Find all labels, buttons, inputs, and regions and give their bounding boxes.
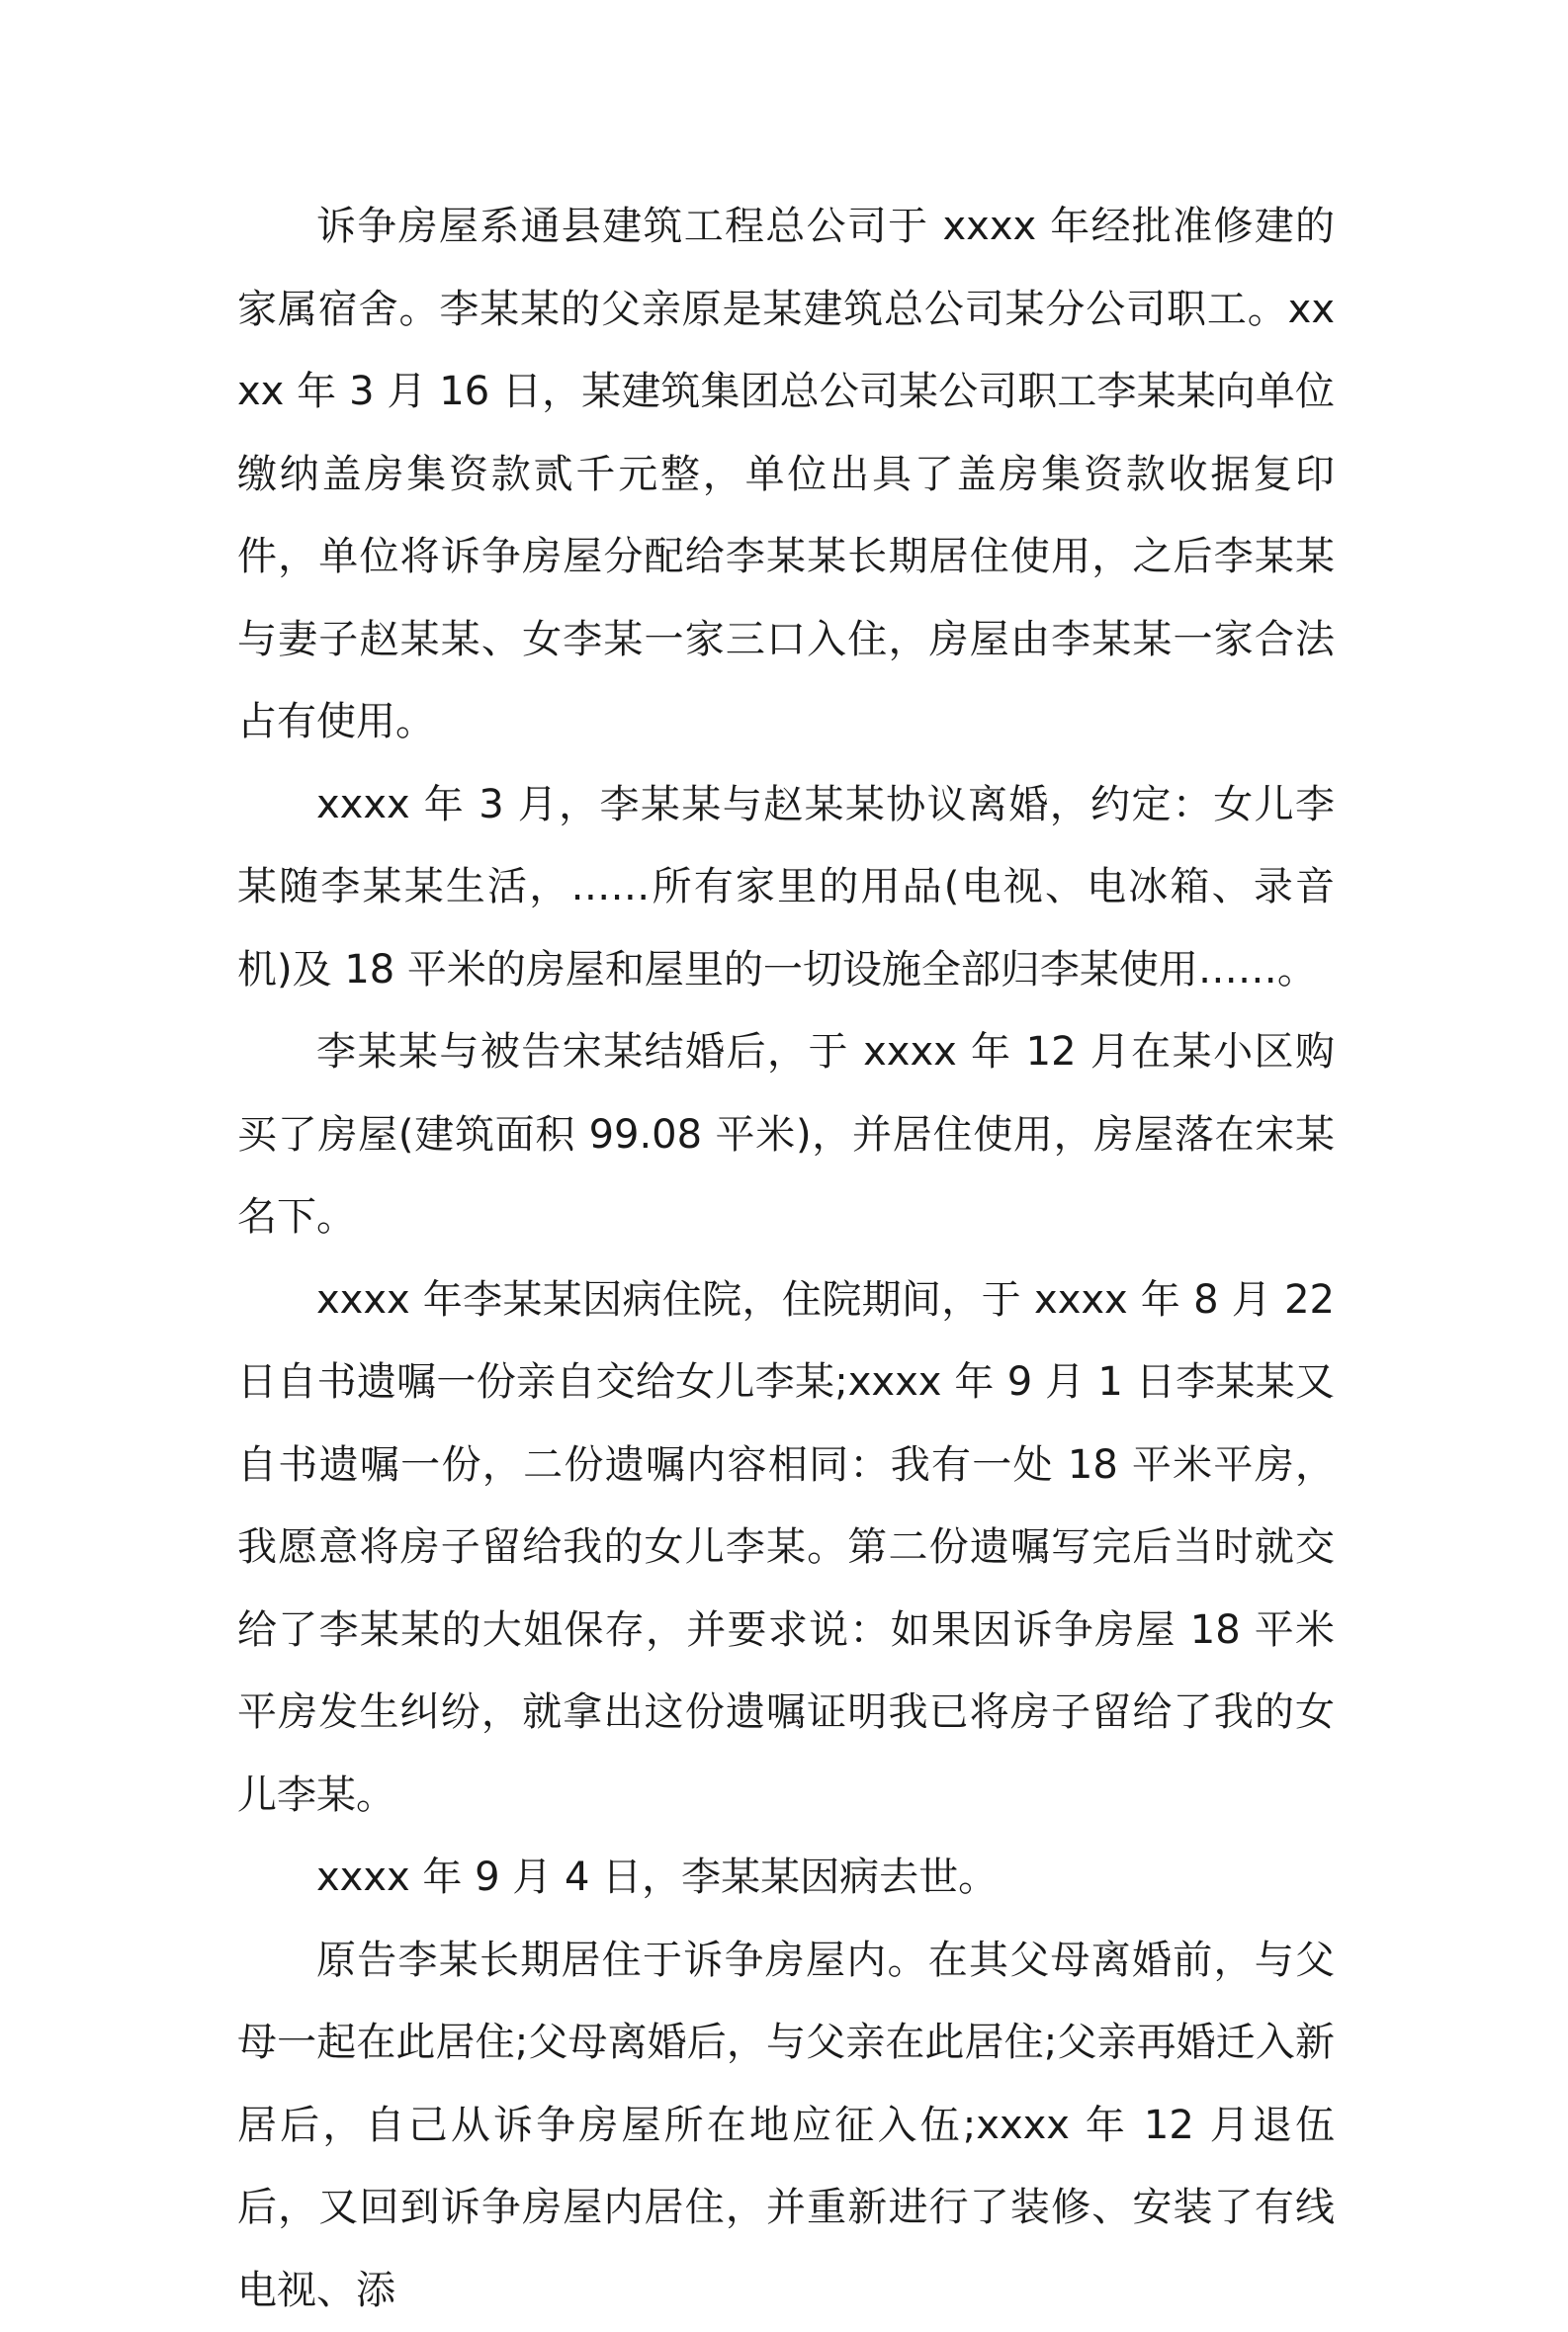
paragraph-plaintiff-residence: 原告李某长期居住于诉争房屋内。在其父母离婚前，与父母一起在此居住;父母离婚后，与父亲在此居住;父亲再婚迁入新居后，自己从诉争房屋所在地应征入伍;xxxx 年 12 月退伍后，又回到诉争房屋内居住，并重新进行了装修、安装了有线电视、添 [237,1920,1335,2332]
paragraph-wills: xxxx 年李某某因病住院，住院期间，于 xxxx 年 8 月 22 日自书遗嘱一份亲自交给女儿李某;xxxx 年 9 月 1 日李某某又自书遗嘱一份，二份遗嘱内容相同：我有一处 18 平米平房，我愿意将房子留给我的女儿李某。第二份遗嘱写完后当时就交给了李某某的大姐保存，并要求说：如果因诉争房屋 18 平米平房发生纠纷，就拿出这份遗嘱证明我已将房子留给了我的女儿李某。 [237,1259,1335,1838]
paragraph-death: xxxx 年 9 月 4 日，李某某因病去世。 [237,1837,1335,1920]
document-body [237,186,1335,2332]
paragraph-remarriage-purchase: 李某某与被告宋某结婚后，于 xxxx 年 12 月在某小区购买了房屋(建筑面积 99.08 平米)，并居住使用，房屋落在宋某名下。 [237,1011,1335,1259]
paragraph-house-allocation: 诉争房屋系通县建筑工程总公司于 xxxx 年经批准修建的家属宿舍。李某某的父亲原是某建筑总公司某分公司职工。xxxx 年 3 月 16 日，某建筑集团总公司某公司职工李某某向单位缴纳盖房集资款贰千元整，单位出具了盖房集资款收据复印件，单位将诉争房屋分配给李某某长期居住使用，之后李某某与妻子赵某某、女李某一家三口入住，房屋由李某某一家合法占有使用。 [237,186,1335,764]
paragraph-divorce-agreement: xxxx 年 3 月，李某某与赵某某协议离婚，约定：女儿李某随李某某生活，……所有家里的用品(电视、电冰箱、录音机)及 18 平米的房屋和屋里的一切设施全部归李某使用……。 [237,764,1335,1012]
